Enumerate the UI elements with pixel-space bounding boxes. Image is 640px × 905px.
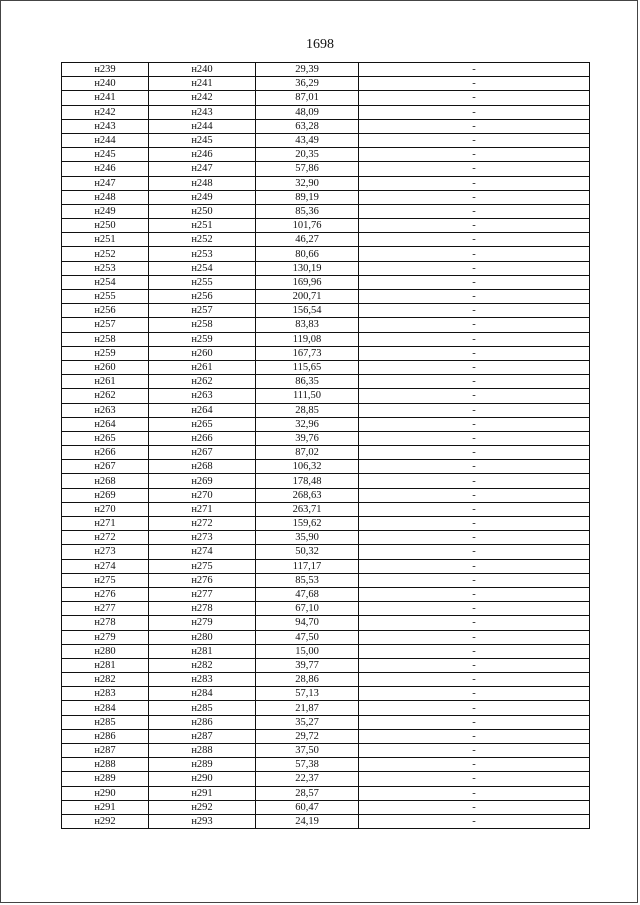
point-from-cell: н244 bbox=[62, 133, 149, 147]
table-row bbox=[62, 91, 590, 105]
point-to-cell: н269 bbox=[149, 474, 256, 488]
note-cell: - bbox=[359, 133, 590, 147]
distance-cell: 117,17 bbox=[256, 559, 359, 573]
table-row bbox=[62, 488, 590, 502]
distance-cell: 57,38 bbox=[256, 758, 359, 772]
point-to-cell: н245 bbox=[149, 133, 256, 147]
note-cell: - bbox=[359, 318, 590, 332]
note-cell: - bbox=[359, 786, 590, 800]
point-from-cell: н273 bbox=[62, 545, 149, 559]
note-cell: - bbox=[359, 814, 590, 828]
table-row bbox=[62, 417, 590, 431]
point-to-cell: н255 bbox=[149, 275, 256, 289]
note-cell: - bbox=[359, 587, 590, 601]
point-from-cell: н280 bbox=[62, 644, 149, 658]
point-to-cell: н276 bbox=[149, 573, 256, 587]
distance-cell: 29,72 bbox=[256, 729, 359, 743]
point-from-cell: н247 bbox=[62, 176, 149, 190]
note-cell: - bbox=[359, 346, 590, 360]
point-from-cell: н292 bbox=[62, 814, 149, 828]
point-from-cell: н289 bbox=[62, 772, 149, 786]
table-row bbox=[62, 403, 590, 417]
point-to-cell: н253 bbox=[149, 247, 256, 261]
note-cell: - bbox=[359, 332, 590, 346]
table-row bbox=[62, 758, 590, 772]
point-to-cell: н285 bbox=[149, 701, 256, 715]
note-cell: - bbox=[359, 204, 590, 218]
distance-cell: 32,90 bbox=[256, 176, 359, 190]
point-from-cell: н272 bbox=[62, 531, 149, 545]
point-to-cell: н243 bbox=[149, 105, 256, 119]
distance-cell: 167,73 bbox=[256, 346, 359, 360]
point-from-cell: н259 bbox=[62, 346, 149, 360]
note-cell: - bbox=[359, 176, 590, 190]
table-row bbox=[62, 502, 590, 516]
note-cell: - bbox=[359, 517, 590, 531]
note-cell: - bbox=[359, 658, 590, 672]
point-to-cell: н270 bbox=[149, 488, 256, 502]
table-row bbox=[62, 233, 590, 247]
distance-cell: 39,76 bbox=[256, 431, 359, 445]
distance-cell: 63,28 bbox=[256, 119, 359, 133]
note-cell: - bbox=[359, 190, 590, 204]
table-row bbox=[62, 346, 590, 360]
distance-cell: 115,65 bbox=[256, 360, 359, 374]
distance-cell: 24,19 bbox=[256, 814, 359, 828]
distance-cell: 43,49 bbox=[256, 133, 359, 147]
table-row bbox=[62, 559, 590, 573]
distance-cell: 35,27 bbox=[256, 715, 359, 729]
note-cell: - bbox=[359, 375, 590, 389]
table-row bbox=[62, 446, 590, 460]
distance-cell: 28,85 bbox=[256, 403, 359, 417]
note-cell: - bbox=[359, 573, 590, 587]
table-row bbox=[62, 772, 590, 786]
point-to-cell: н279 bbox=[149, 616, 256, 630]
table-row bbox=[62, 701, 590, 715]
note-cell: - bbox=[359, 304, 590, 318]
note-cell: - bbox=[359, 275, 590, 289]
point-from-cell: н266 bbox=[62, 446, 149, 460]
distance-cell: 35,90 bbox=[256, 531, 359, 545]
distance-cell: 178,48 bbox=[256, 474, 359, 488]
point-from-cell: н258 bbox=[62, 332, 149, 346]
note-cell: - bbox=[359, 148, 590, 162]
point-from-cell: н267 bbox=[62, 460, 149, 474]
distance-cell: 47,50 bbox=[256, 630, 359, 644]
point-to-cell: н249 bbox=[149, 190, 256, 204]
point-from-cell: н261 bbox=[62, 375, 149, 389]
point-to-cell: н259 bbox=[149, 332, 256, 346]
distance-cell: 159,62 bbox=[256, 517, 359, 531]
point-from-cell: н274 bbox=[62, 559, 149, 573]
point-to-cell: н281 bbox=[149, 644, 256, 658]
table-row bbox=[62, 290, 590, 304]
point-from-cell: н278 bbox=[62, 616, 149, 630]
note-cell: - bbox=[359, 460, 590, 474]
point-from-cell: н262 bbox=[62, 389, 149, 403]
point-to-cell: н265 bbox=[149, 417, 256, 431]
note-cell: - bbox=[359, 602, 590, 616]
table-row bbox=[62, 247, 590, 261]
point-from-cell: н275 bbox=[62, 573, 149, 587]
distance-cell: 268,63 bbox=[256, 488, 359, 502]
table-row bbox=[62, 63, 590, 77]
point-from-cell: н282 bbox=[62, 673, 149, 687]
distance-cell: 36,29 bbox=[256, 77, 359, 91]
point-to-cell: н284 bbox=[149, 687, 256, 701]
note-cell: - bbox=[359, 744, 590, 758]
note-cell: - bbox=[359, 105, 590, 119]
point-to-cell: н263 bbox=[149, 389, 256, 403]
point-to-cell: н267 bbox=[149, 446, 256, 460]
point-to-cell: н261 bbox=[149, 360, 256, 374]
distance-cell: 94,70 bbox=[256, 616, 359, 630]
point-to-cell: н289 bbox=[149, 758, 256, 772]
distance-cell: 85,36 bbox=[256, 204, 359, 218]
point-from-cell: н248 bbox=[62, 190, 149, 204]
distance-cell: 200,71 bbox=[256, 290, 359, 304]
note-cell: - bbox=[359, 77, 590, 91]
table-row bbox=[62, 389, 590, 403]
table-row bbox=[62, 318, 590, 332]
distance-cell: 119,08 bbox=[256, 332, 359, 346]
point-from-cell: н270 bbox=[62, 502, 149, 516]
point-from-cell: н288 bbox=[62, 758, 149, 772]
point-from-cell: н291 bbox=[62, 800, 149, 814]
table-row bbox=[62, 715, 590, 729]
distance-cell: 106,32 bbox=[256, 460, 359, 474]
note-cell: - bbox=[359, 531, 590, 545]
table-row bbox=[62, 304, 590, 318]
table-row bbox=[62, 630, 590, 644]
note-cell: - bbox=[359, 446, 590, 460]
point-from-cell: н264 bbox=[62, 417, 149, 431]
note-cell: - bbox=[359, 63, 590, 77]
point-to-cell: н240 bbox=[149, 63, 256, 77]
table-row bbox=[62, 261, 590, 275]
distance-cell: 29,39 bbox=[256, 63, 359, 77]
note-cell: - bbox=[359, 758, 590, 772]
distance-cell: 101,76 bbox=[256, 219, 359, 233]
table-row bbox=[62, 729, 590, 743]
note-cell: - bbox=[359, 290, 590, 304]
table-row bbox=[62, 786, 590, 800]
table-row bbox=[62, 673, 590, 687]
point-to-cell: н283 bbox=[149, 673, 256, 687]
note-cell: - bbox=[359, 233, 590, 247]
note-cell: - bbox=[359, 715, 590, 729]
point-from-cell: н255 bbox=[62, 290, 149, 304]
note-cell: - bbox=[359, 219, 590, 233]
distance-cell: 48,09 bbox=[256, 105, 359, 119]
point-from-cell: н254 bbox=[62, 275, 149, 289]
table-row bbox=[62, 431, 590, 445]
point-to-cell: н257 bbox=[149, 304, 256, 318]
point-to-cell: н258 bbox=[149, 318, 256, 332]
distance-cell: 85,53 bbox=[256, 573, 359, 587]
note-cell: - bbox=[359, 687, 590, 701]
point-to-cell: н246 bbox=[149, 148, 256, 162]
distance-cell: 28,86 bbox=[256, 673, 359, 687]
table-row bbox=[62, 204, 590, 218]
point-from-cell: н249 bbox=[62, 204, 149, 218]
point-from-cell: н243 bbox=[62, 119, 149, 133]
note-cell: - bbox=[359, 431, 590, 445]
note-cell: - bbox=[359, 417, 590, 431]
note-cell: - bbox=[359, 488, 590, 502]
table-row bbox=[62, 744, 590, 758]
point-to-cell: н293 bbox=[149, 814, 256, 828]
note-cell: - bbox=[359, 261, 590, 275]
table-row bbox=[62, 687, 590, 701]
point-to-cell: н251 bbox=[149, 219, 256, 233]
point-from-cell: н252 bbox=[62, 247, 149, 261]
point-to-cell: н291 bbox=[149, 786, 256, 800]
point-to-cell: н266 bbox=[149, 431, 256, 445]
point-to-cell: н290 bbox=[149, 772, 256, 786]
point-from-cell: н290 bbox=[62, 786, 149, 800]
note-cell: - bbox=[359, 474, 590, 488]
distance-cell: 57,86 bbox=[256, 162, 359, 176]
distance-cell: 32,96 bbox=[256, 417, 359, 431]
table-row bbox=[62, 332, 590, 346]
table-row bbox=[62, 119, 590, 133]
table-row bbox=[62, 644, 590, 658]
note-cell: - bbox=[359, 701, 590, 715]
point-from-cell: н246 bbox=[62, 162, 149, 176]
point-to-cell: н288 bbox=[149, 744, 256, 758]
point-to-cell: н272 bbox=[149, 517, 256, 531]
table-row bbox=[62, 148, 590, 162]
point-to-cell: н274 bbox=[149, 545, 256, 559]
point-to-cell: н277 bbox=[149, 587, 256, 601]
note-cell: - bbox=[359, 247, 590, 261]
point-from-cell: н257 bbox=[62, 318, 149, 332]
point-to-cell: н271 bbox=[149, 502, 256, 516]
point-from-cell: н251 bbox=[62, 233, 149, 247]
point-from-cell: н271 bbox=[62, 517, 149, 531]
table-row bbox=[62, 460, 590, 474]
distance-cell: 21,87 bbox=[256, 701, 359, 715]
distance-cell: 263,71 bbox=[256, 502, 359, 516]
table-row bbox=[62, 573, 590, 587]
distance-cell: 47,68 bbox=[256, 587, 359, 601]
distance-cell: 15,00 bbox=[256, 644, 359, 658]
distance-cell: 57,13 bbox=[256, 687, 359, 701]
distance-cell: 89,19 bbox=[256, 190, 359, 204]
table-row bbox=[62, 800, 590, 814]
distance-cell: 37,50 bbox=[256, 744, 359, 758]
note-cell: - bbox=[359, 772, 590, 786]
point-from-cell: н268 bbox=[62, 474, 149, 488]
table-row bbox=[62, 616, 590, 630]
point-from-cell: н263 bbox=[62, 403, 149, 417]
distance-cell: 111,50 bbox=[256, 389, 359, 403]
point-from-cell: н256 bbox=[62, 304, 149, 318]
point-from-cell: н240 bbox=[62, 77, 149, 91]
note-cell: - bbox=[359, 729, 590, 743]
point-from-cell: н260 bbox=[62, 360, 149, 374]
note-cell: - bbox=[359, 559, 590, 573]
distance-cell: 46,27 bbox=[256, 233, 359, 247]
table-row bbox=[62, 275, 590, 289]
distance-cell: 20,35 bbox=[256, 148, 359, 162]
point-to-cell: н292 bbox=[149, 800, 256, 814]
note-cell: - bbox=[359, 389, 590, 403]
point-to-cell: н273 bbox=[149, 531, 256, 545]
note-cell: - bbox=[359, 119, 590, 133]
note-cell: - bbox=[359, 630, 590, 644]
distance-cell: 50,32 bbox=[256, 545, 359, 559]
point-from-cell: н242 bbox=[62, 105, 149, 119]
point-to-cell: н252 bbox=[149, 233, 256, 247]
note-cell: - bbox=[359, 162, 590, 176]
table-row bbox=[62, 219, 590, 233]
distance-cell: 87,01 bbox=[256, 91, 359, 105]
boundary-points-table bbox=[61, 62, 590, 829]
page-number: 1698 bbox=[306, 37, 334, 52]
point-to-cell: н254 bbox=[149, 261, 256, 275]
table-row bbox=[62, 105, 590, 119]
point-from-cell: н287 bbox=[62, 744, 149, 758]
point-to-cell: н247 bbox=[149, 162, 256, 176]
point-from-cell: н276 bbox=[62, 587, 149, 601]
note-cell: - bbox=[359, 502, 590, 516]
point-to-cell: н264 bbox=[149, 403, 256, 417]
point-to-cell: н244 bbox=[149, 119, 256, 133]
point-to-cell: н256 bbox=[149, 290, 256, 304]
note-cell: - bbox=[359, 360, 590, 374]
table-row bbox=[62, 176, 590, 190]
distance-cell: 86,35 bbox=[256, 375, 359, 389]
distance-cell: 39,77 bbox=[256, 658, 359, 672]
point-from-cell: н253 bbox=[62, 261, 149, 275]
distance-cell: 156,54 bbox=[256, 304, 359, 318]
point-from-cell: н279 bbox=[62, 630, 149, 644]
point-from-cell: н285 bbox=[62, 715, 149, 729]
point-to-cell: н268 bbox=[149, 460, 256, 474]
table-row bbox=[62, 474, 590, 488]
table-row bbox=[62, 531, 590, 545]
note-cell: - bbox=[359, 644, 590, 658]
note-cell: - bbox=[359, 616, 590, 630]
table-row bbox=[62, 587, 590, 601]
point-to-cell: н275 bbox=[149, 559, 256, 573]
distance-cell: 67,10 bbox=[256, 602, 359, 616]
point-to-cell: н260 bbox=[149, 346, 256, 360]
distance-cell: 22,37 bbox=[256, 772, 359, 786]
point-to-cell: н250 bbox=[149, 204, 256, 218]
note-cell: - bbox=[359, 403, 590, 417]
point-to-cell: н241 bbox=[149, 77, 256, 91]
point-to-cell: н282 bbox=[149, 658, 256, 672]
point-to-cell: н242 bbox=[149, 91, 256, 105]
point-from-cell: н250 bbox=[62, 219, 149, 233]
table-row bbox=[62, 814, 590, 828]
note-cell: - bbox=[359, 91, 590, 105]
table-row bbox=[62, 375, 590, 389]
point-from-cell: н269 bbox=[62, 488, 149, 502]
distance-cell: 28,57 bbox=[256, 786, 359, 800]
distance-cell: 130,19 bbox=[256, 261, 359, 275]
distance-cell: 60,47 bbox=[256, 800, 359, 814]
table-row bbox=[62, 602, 590, 616]
point-to-cell: н287 bbox=[149, 729, 256, 743]
table-body bbox=[62, 63, 590, 829]
point-from-cell: н239 bbox=[62, 63, 149, 77]
table-row bbox=[62, 545, 590, 559]
table-row bbox=[62, 190, 590, 204]
point-to-cell: н248 bbox=[149, 176, 256, 190]
point-to-cell: н280 bbox=[149, 630, 256, 644]
table-row bbox=[62, 658, 590, 672]
note-cell: - bbox=[359, 800, 590, 814]
point-to-cell: н286 bbox=[149, 715, 256, 729]
point-to-cell: н262 bbox=[149, 375, 256, 389]
point-to-cell: н278 bbox=[149, 602, 256, 616]
point-from-cell: н277 bbox=[62, 602, 149, 616]
note-cell: - bbox=[359, 673, 590, 687]
distance-cell: 83,83 bbox=[256, 318, 359, 332]
point-from-cell: н281 bbox=[62, 658, 149, 672]
table-row bbox=[62, 360, 590, 374]
table-row bbox=[62, 77, 590, 91]
distance-cell: 169,96 bbox=[256, 275, 359, 289]
point-from-cell: н241 bbox=[62, 91, 149, 105]
point-from-cell: н283 bbox=[62, 687, 149, 701]
table-row bbox=[62, 133, 590, 147]
point-from-cell: н286 bbox=[62, 729, 149, 743]
distance-cell: 80,66 bbox=[256, 247, 359, 261]
point-from-cell: н284 bbox=[62, 701, 149, 715]
table-row bbox=[62, 517, 590, 531]
point-from-cell: н245 bbox=[62, 148, 149, 162]
point-from-cell: н265 bbox=[62, 431, 149, 445]
note-cell: - bbox=[359, 545, 590, 559]
distance-cell: 87,02 bbox=[256, 446, 359, 460]
table-row bbox=[62, 162, 590, 176]
